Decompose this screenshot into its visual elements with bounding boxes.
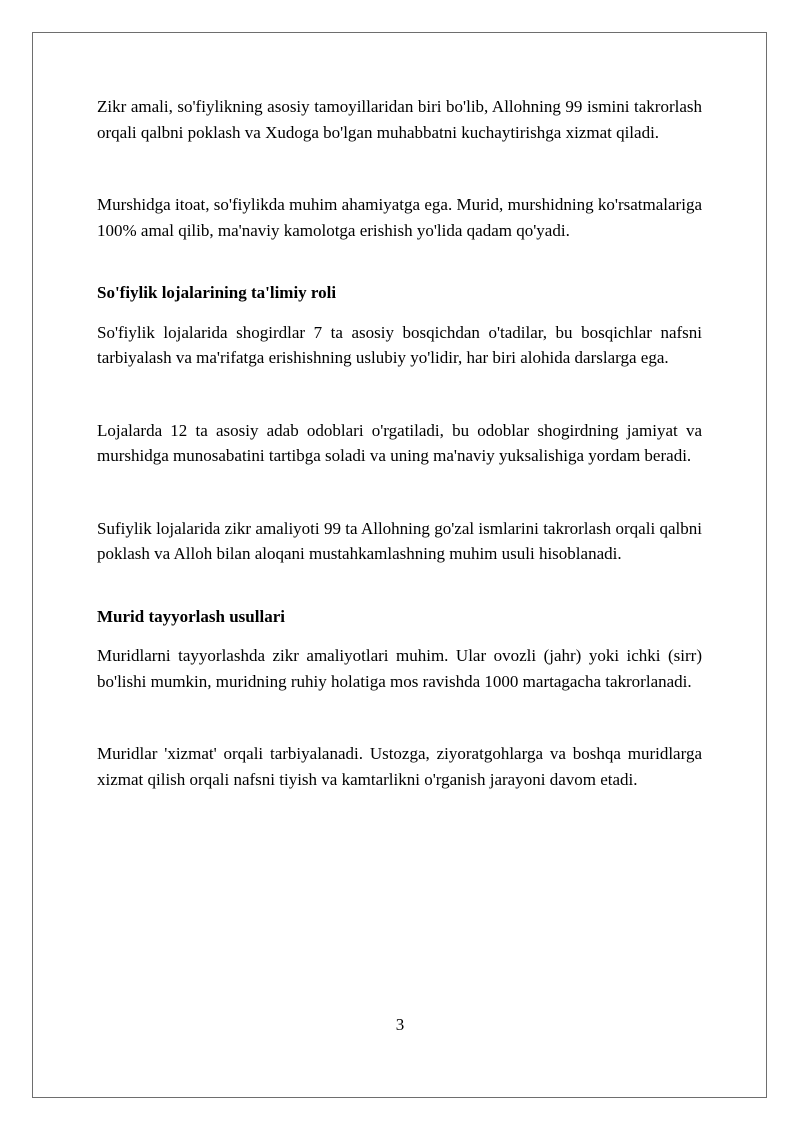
- section-heading-talimiy-roli: So'fiylik lojalarining ta'limiy roli: [97, 283, 337, 302]
- paragraph-zikr-amali: Zikr amali, so'fiylikning asosiy tamoyillaridan biri bo'lib, Allohning 99 ismini takrorlash orqali qalbni poklash va Xudoga bo'lgan muhabbatni kuchaytirishga xizmat qiladi.: [97, 97, 702, 142]
- paragraph-adab-odoblari: Lojalarda 12 ta asosiy adab odoblari o'rgatiladi, bu odoblar shogirdning jamiyat va murshidga munosabatini tartibga soladi va uning ma'naviy yuksalishiga yordam beradi.: [97, 420, 702, 465]
- page-number: 3: [395, 1015, 405, 1034]
- paragraph-xizmat: Muridlar 'xizmat' orqali tarbiyalanadi. Ustozga, ziyoratgohlarga va boshqa muridlarga xizmat qilish orqali nafsni tiyish va kamtarlikni o'rganish jarayoni davom etadi.: [97, 744, 702, 789]
- paragraph-bosqichlar: So'fiylik lojalarida shogirdlar 7 ta asosiy bosqichdan o'tadilar, bu bosqichlar nafsni tarbiyalash va ma'rifatga erishishning uslubiy yo'lidir, har biri alohida darslarga ega.: [97, 322, 702, 367]
- paragraph-zikr-amaliyoti: Sufiylik lojalarida zikr amaliyoti 99 ta Allohning go'zal ismlarini takrorlash orqali qalbni poklash va Alloh bilan aloqani mustahkamlashning muhim usuli hisoblanadi.: [97, 518, 702, 563]
- paragraph-zikr-amaliyotlari: Muridlarni tayyorlashda zikr amaliyotlari muhim. Ular ovozli (jahr) yoki ichki (sirr) bo'lishi mumkin, muridning ruhiy holatiga mos ravishda 1000 martagacha takrorlanadi.: [97, 646, 702, 691]
- document-body: [97, 94, 702, 792]
- section-heading-murid-tayyorlash: Murid tayyorlash usullari: [97, 606, 285, 626]
- paragraph-murshidga-itoat: Murshidga itoat, so'fiylikda muhim ahamiyatga ega. Murid, murshidning ko'rsatmalariga 100% amal qilib, ma'naviy kamolotga erishish yo'lida qadam qo'yadi.: [97, 195, 702, 240]
